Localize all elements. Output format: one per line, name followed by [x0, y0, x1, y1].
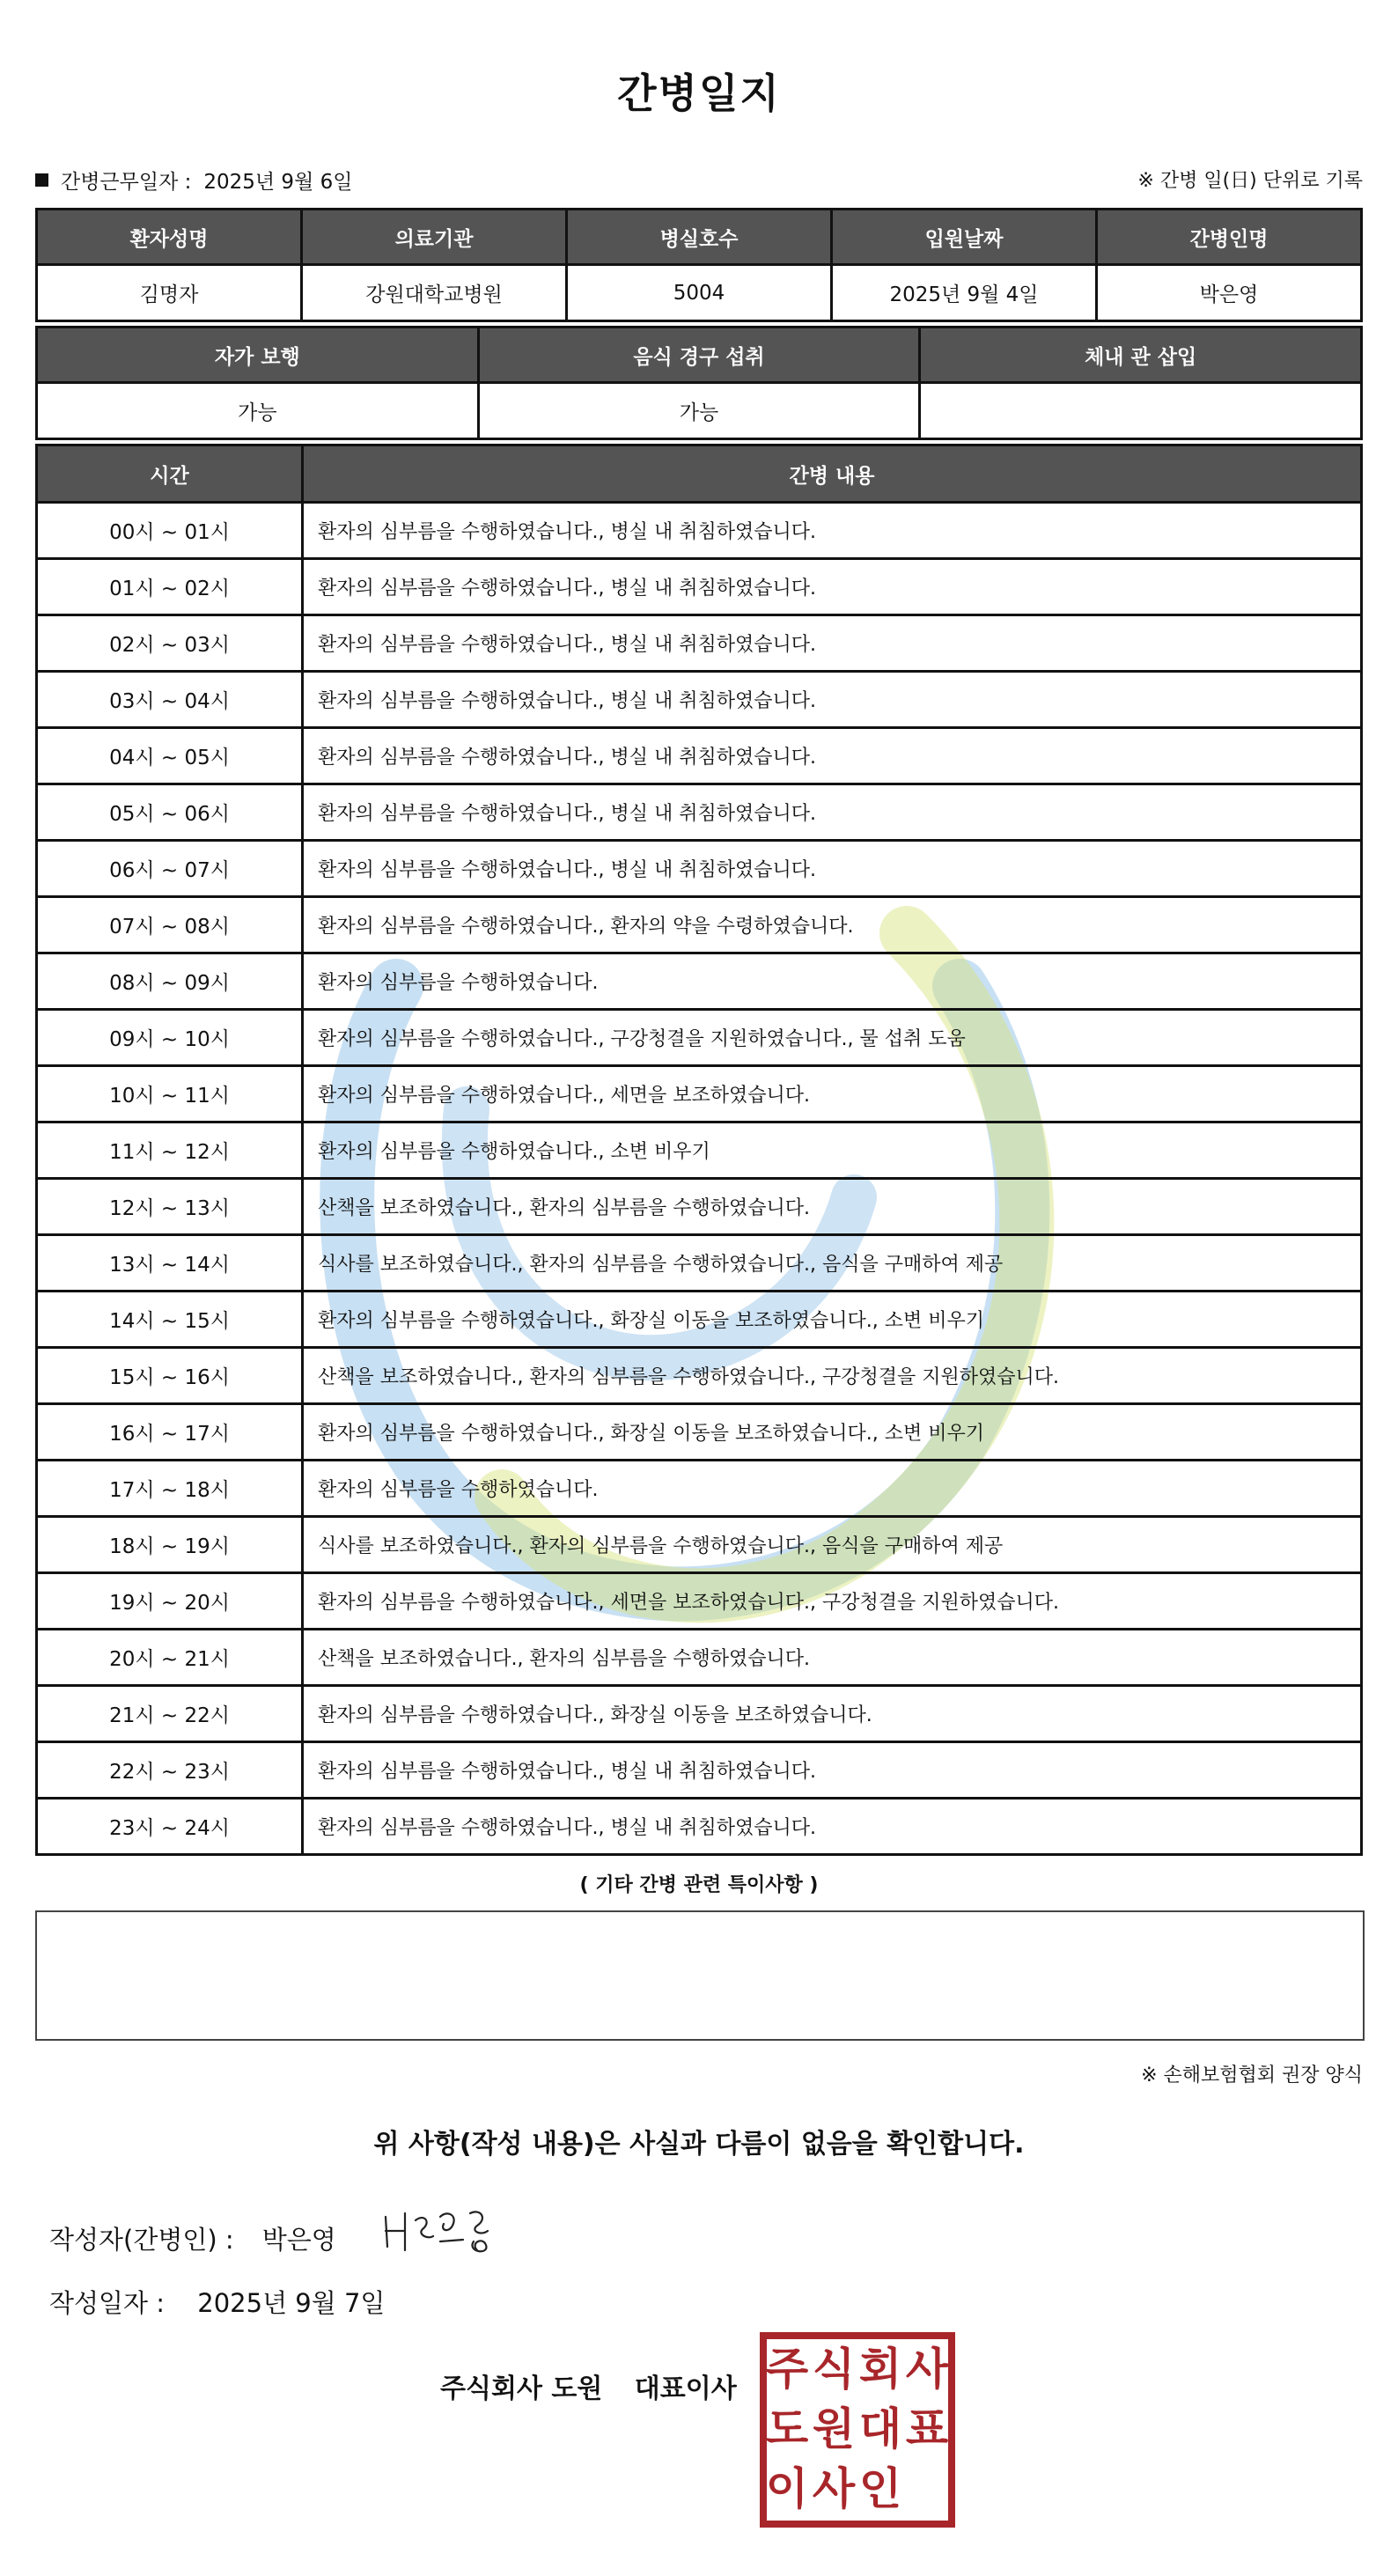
admission-date: 2025년 9월 4일 [832, 265, 1097, 321]
care-content-cell: 환자의 심부름을 수행하였습니다., 구강청결을 지원하였습니다., 물 섭취 도움 [303, 1010, 1362, 1066]
ability-header: 음식 경구 섭취 [478, 328, 920, 383]
recommend-note: ※ 손해보험협회 권장 양식 [1141, 2064, 1363, 2087]
care-content-cell: 환자의 심부름을 수행하였습니다., 병실 내 취침하였습니다. [303, 503, 1362, 559]
care-content-cell: 환자의 심부름을 수행하였습니다., 병실 내 취침하였습니다. [303, 784, 1362, 841]
table-row [37, 1122, 1362, 1179]
table-row [37, 615, 1362, 672]
table-row [37, 1630, 1362, 1686]
log-header-content: 간병 내용 [303, 445, 1362, 503]
care-content-cell: 환자의 심부름을 수행하였습니다., 병실 내 취침하였습니다. [303, 1799, 1362, 1855]
table-row [37, 672, 1362, 728]
time-cell: 00시 ~ 01시 [37, 503, 303, 559]
table-row [37, 1348, 1362, 1404]
care-content-cell: 환자의 심부름을 수행하였습니다., 세면을 보조하였습니다., 구강청결을 지원하였습니다. [303, 1573, 1362, 1630]
seal-character: 식 [812, 2344, 856, 2395]
room-number: 5004 [567, 265, 832, 321]
care-content-cell: 환자의 심부름을 수행하였습니다., 화장실 이동을 보조하였습니다., 소변 비우기 [303, 1404, 1362, 1461]
log-header-time: 시간 [37, 445, 303, 503]
handwritten-signature [379, 2201, 511, 2263]
table-row [37, 559, 1362, 615]
time-cell: 03시 ~ 04시 [37, 672, 303, 728]
care-content-cell: 환자의 심부름을 수행하였습니다. [303, 1461, 1362, 1517]
table-row [37, 1010, 1362, 1066]
work-date-value: 2025년 9월 6일 [203, 171, 353, 194]
info-header: 간병인명 [1097, 210, 1362, 265]
patient-name: 김명자 [37, 265, 302, 321]
care-log-table [35, 444, 1363, 1856]
care-content-cell: 환자의 심부름을 수행하였습니다., 병실 내 취침하였습니다. [303, 728, 1362, 784]
time-cell: 01시 ~ 02시 [37, 559, 303, 615]
table-row [37, 1404, 1362, 1461]
table-row [37, 784, 1362, 841]
care-content-cell: 식사를 보조하였습니다., 환자의 심부름을 수행하였습니다., 음식을 구매하여 제공 [303, 1235, 1362, 1292]
care-content-cell: 환자의 심부름을 수행하였습니다., 병실 내 취침하였습니다. [303, 672, 1362, 728]
caregiver-name: 박은영 [1097, 265, 1362, 321]
time-cell: 15시 ~ 16시 [37, 1348, 303, 1404]
written-date [49, 2284, 385, 2320]
time-cell: 17시 ~ 18시 [37, 1461, 303, 1517]
page-title: 간병일지 [617, 70, 781, 117]
time-cell: 19시 ~ 20시 [37, 1573, 303, 1630]
time-cell: 21시 ~ 22시 [37, 1686, 303, 1742]
time-cell: 16시 ~ 17시 [37, 1404, 303, 1461]
company-name: 주식회사 도원 [440, 2374, 603, 2404]
self-walking: 가능 [37, 383, 479, 439]
table-row [37, 1517, 1362, 1573]
time-cell: 05시 ~ 06시 [37, 784, 303, 841]
time-cell: 04시 ~ 05시 [37, 728, 303, 784]
table-row [37, 1066, 1362, 1122]
ability-table [35, 326, 1363, 440]
table-row [37, 1179, 1362, 1235]
written-date-label: 작성일자 : [49, 2288, 166, 2318]
seal-character: 사 [905, 2344, 949, 2395]
time-cell: 06시 ~ 07시 [37, 841, 303, 897]
care-content-cell: 환자의 심부름을 수행하였습니다. [303, 953, 1362, 1010]
table-row [37, 841, 1362, 897]
time-cell: 02시 ~ 03시 [37, 615, 303, 672]
company-role: 대표이사 [634, 2374, 737, 2404]
care-content-cell: 환자의 심부름을 수행하였습니다., 병실 내 취침하였습니다. [303, 841, 1362, 897]
seal-character: 대 [858, 2403, 902, 2455]
patient-info-table [35, 208, 1363, 322]
seal-character: 주 [765, 2344, 809, 2395]
ability-header: 체내 관 삽입 [920, 328, 1362, 383]
tube-insertion [920, 383, 1362, 439]
info-header: 환자성명 [37, 210, 302, 265]
time-cell: 11시 ~ 12시 [37, 1122, 303, 1179]
care-content-cell: 산책을 보조하였습니다., 환자의 심부름을 수행하였습니다. [303, 1179, 1362, 1235]
writer-name: 박은영 [261, 2225, 336, 2255]
care-content-cell: 환자의 심부름을 수행하였습니다., 화장실 이동을 보조하였습니다., 소변 비우기 [303, 1292, 1362, 1348]
table-row [37, 1742, 1362, 1799]
time-cell: 10시 ~ 11시 [37, 1066, 303, 1122]
seal-character: 사 [812, 2463, 856, 2514]
seal-character: 표 [905, 2403, 949, 2455]
time-cell: 18시 ~ 19시 [37, 1517, 303, 1573]
time-cell: 22시 ~ 23시 [37, 1742, 303, 1799]
table-row [37, 1799, 1362, 1855]
notes-box[interactable] [35, 1910, 1365, 2041]
care-content-cell: 산책을 보조하였습니다., 환자의 심부름을 수행하였습니다., 구강청결을 지원하였습니다. [303, 1348, 1362, 1404]
table-row [37, 1461, 1362, 1517]
time-cell: 23시 ~ 24시 [37, 1799, 303, 1855]
seal-character: 회 [858, 2344, 902, 2395]
care-content-cell: 환자의 심부름을 수행하였습니다., 환자의 약을 수령하였습니다. [303, 897, 1362, 953]
table-row [37, 728, 1362, 784]
time-cell: 14시 ~ 15시 [37, 1292, 303, 1348]
unit-note: ※ 간병 일(日) 단위로 기록 [1137, 170, 1363, 192]
table-row [37, 1235, 1362, 1292]
care-content-cell: 환자의 심부름을 수행하였습니다., 세면을 보조하였습니다. [303, 1066, 1362, 1122]
info-header: 입원날짜 [832, 210, 1097, 265]
time-cell: 09시 ~ 10시 [37, 1010, 303, 1066]
writer-line [49, 2220, 336, 2256]
care-content-cell: 환자의 심부름을 수행하였습니다., 병실 내 취침하였습니다. [303, 559, 1362, 615]
writer-label: 작성자(간병인) : [49, 2225, 234, 2255]
work-date [35, 166, 352, 195]
table-row [37, 1686, 1362, 1742]
care-content-cell: 환자의 심부름을 수행하였습니다., 병실 내 취침하였습니다. [303, 615, 1362, 672]
table-row [37, 897, 1362, 953]
time-cell: 13시 ~ 14시 [37, 1235, 303, 1292]
ability-header: 자가 보행 [37, 328, 479, 383]
care-content-cell: 환자의 심부름을 수행하였습니다., 소변 비우기 [303, 1122, 1362, 1179]
care-content-cell: 환자의 심부름을 수행하였습니다., 병실 내 취침하였습니다. [303, 1742, 1362, 1799]
table-row [37, 503, 1362, 559]
care-content-cell: 환자의 심부름을 수행하였습니다., 화장실 이동을 보조하였습니다. [303, 1686, 1362, 1742]
work-date-label: 간병근무일자 : [61, 171, 192, 194]
time-cell: 08시 ~ 09시 [37, 953, 303, 1010]
written-date-value: 2025년 9월 7일 [197, 2288, 386, 2318]
table-row [37, 1573, 1362, 1630]
time-cell: 12시 ~ 13시 [37, 1179, 303, 1235]
bullet-square-icon [35, 173, 48, 187]
seal-character: 원 [812, 2403, 856, 2455]
info-header: 의료기관 [302, 210, 567, 265]
time-cell: 07시 ~ 08시 [37, 897, 303, 953]
seal-character: 도 [765, 2403, 809, 2455]
oral-intake: 가능 [478, 383, 920, 439]
seal-character: 이 [765, 2463, 809, 2514]
time-cell: 20시 ~ 21시 [37, 1630, 303, 1686]
company-line [440, 2366, 737, 2405]
company-seal [759, 2331, 956, 2528]
care-content-cell: 산책을 보조하였습니다., 환자의 심부름을 수행하였습니다. [303, 1630, 1362, 1686]
table-row [37, 953, 1362, 1010]
seal-character: 인 [858, 2463, 902, 2514]
care-content-cell: 식사를 보조하였습니다., 환자의 심부름을 수행하였습니다., 음식을 구매하여 제공 [303, 1517, 1362, 1573]
notes-title: ( 기타 간병 관련 특이사항 ) [579, 1874, 819, 1896]
info-header: 병실호수 [567, 210, 832, 265]
confirm-statement: 위 사항(작성 내용)은 사실과 다름이 없음을 확인합니다. [373, 2129, 1025, 2160]
table-row [37, 1292, 1362, 1348]
hospital: 강원대학교병원 [302, 265, 567, 321]
